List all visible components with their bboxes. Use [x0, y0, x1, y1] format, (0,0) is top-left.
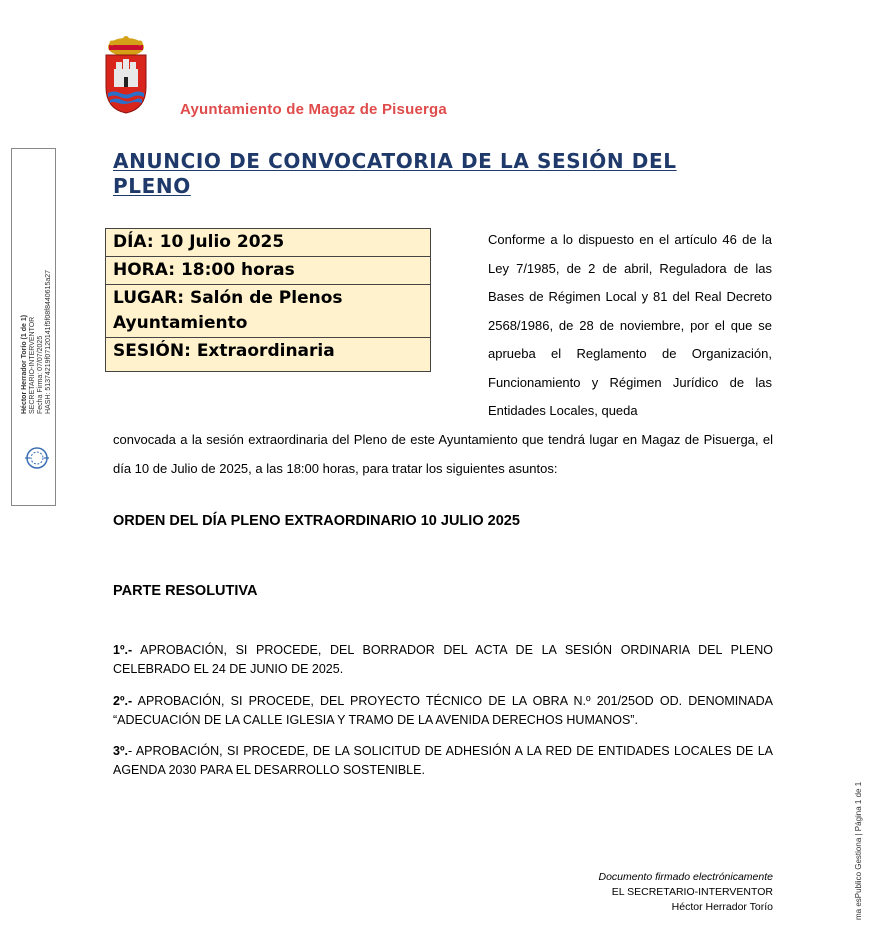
town-name: Ayuntamiento de Magaz de Pisuerga	[180, 101, 447, 118]
signature-stamp-text	[21, 254, 53, 414]
seal-icon	[22, 446, 52, 470]
page-title: ANUNCIO DE CONVOCATORIA DE LA SESIÓN DEL PLENO	[113, 149, 677, 198]
item-number: 2º.-	[113, 694, 133, 708]
item-text: APROBACIÓN, SI PROCEDE, DEL BORRADOR DEL ACTA DE LA SESIÓN ORDINARIA DEL PLENO CELEBRADO EL 24 DE JUNIO DE 2025.	[113, 643, 773, 676]
place-cell: LUGAR: Salón de Plenos Ayuntamiento	[106, 285, 431, 338]
agenda-heading: ORDEN DEL DÍA PLENO EXTRAORDINARIO 10 JULIO 2025	[113, 513, 520, 529]
signature-block	[520, 870, 773, 915]
coat-of-arms-logo	[102, 35, 150, 115]
stamp-line: Fecha Firma: 07/07/2025	[37, 335, 44, 414]
agenda-item	[113, 641, 773, 679]
item-text: APROBACIÓN, SI PROCEDE, DEL PROYECTO TÉCNICO DE LA OBRA N.º 201/25OD OD. DENOMINADA “ADECUACIÓN DE LA CALLE IGLESIA Y TRAMO DE LA AVENIDA DERECHOS HUMANOS”.	[113, 694, 773, 727]
stamp-line: Héctor Herrador Torío (1 de 1)	[21, 314, 28, 414]
session-info-table	[105, 228, 431, 372]
stamp-line: SECRETARIO-INTERVENTOR	[29, 316, 36, 414]
intro-paragraph-continued: convocada a la sesión extraordinaria del Pleno de este Ayuntamiento que tendrá lugar en Magaz de Pisuerga, el día 10 de Julio de 2025, a las 18:00 horas, para tratar los siguientes asuntos:	[113, 432, 773, 476]
item-text: - APROBACIÓN, SI PROCEDE, DE LA SOLICITUD DE ADHESIÓN A LA RED DE ENTIDADES LOCALES DE LA AGENDA 2030 PARA EL DESARROLLO SOSTENIBLE.	[113, 744, 773, 777]
agenda-item	[113, 692, 773, 730]
intro-paragraph: Conforme a lo dispuesto en el artículo 46 de la Ley 7/1985, de 2 de abril, Reguladora de las Bases de Régimen Local y 81 del Real Decreto 2568/1986, de 28 de noviembre, por el que se aprueba el Reglamento de Organización, Funcionamiento y Régimen Jurídico de las Entidades Locales, queda	[488, 232, 772, 418]
stamp-line: HASH: 51374219f07120141f5f08f8440615a27	[45, 269, 52, 414]
signed-note: Documento firmado electrónicamente	[598, 871, 773, 883]
item-number: 3º.	[113, 744, 128, 758]
time-cell: HORA: 18:00 horas	[106, 257, 431, 285]
signer-name: Héctor Herrador Torío	[671, 901, 773, 913]
session-cell: SESIÓN: Extraordinaria	[106, 338, 431, 372]
section-heading: PARTE RESOLUTIVA	[113, 583, 258, 599]
item-number: 1º.-	[113, 643, 133, 657]
day-cell: DÍA: 10 Julio 2025	[106, 229, 431, 257]
side-footer: ma esPublico Gestiona | Página 1 de 1	[854, 781, 863, 920]
signer-title: EL SECRETARIO-INTERVENTOR	[611, 886, 773, 898]
agenda-item	[113, 742, 773, 780]
